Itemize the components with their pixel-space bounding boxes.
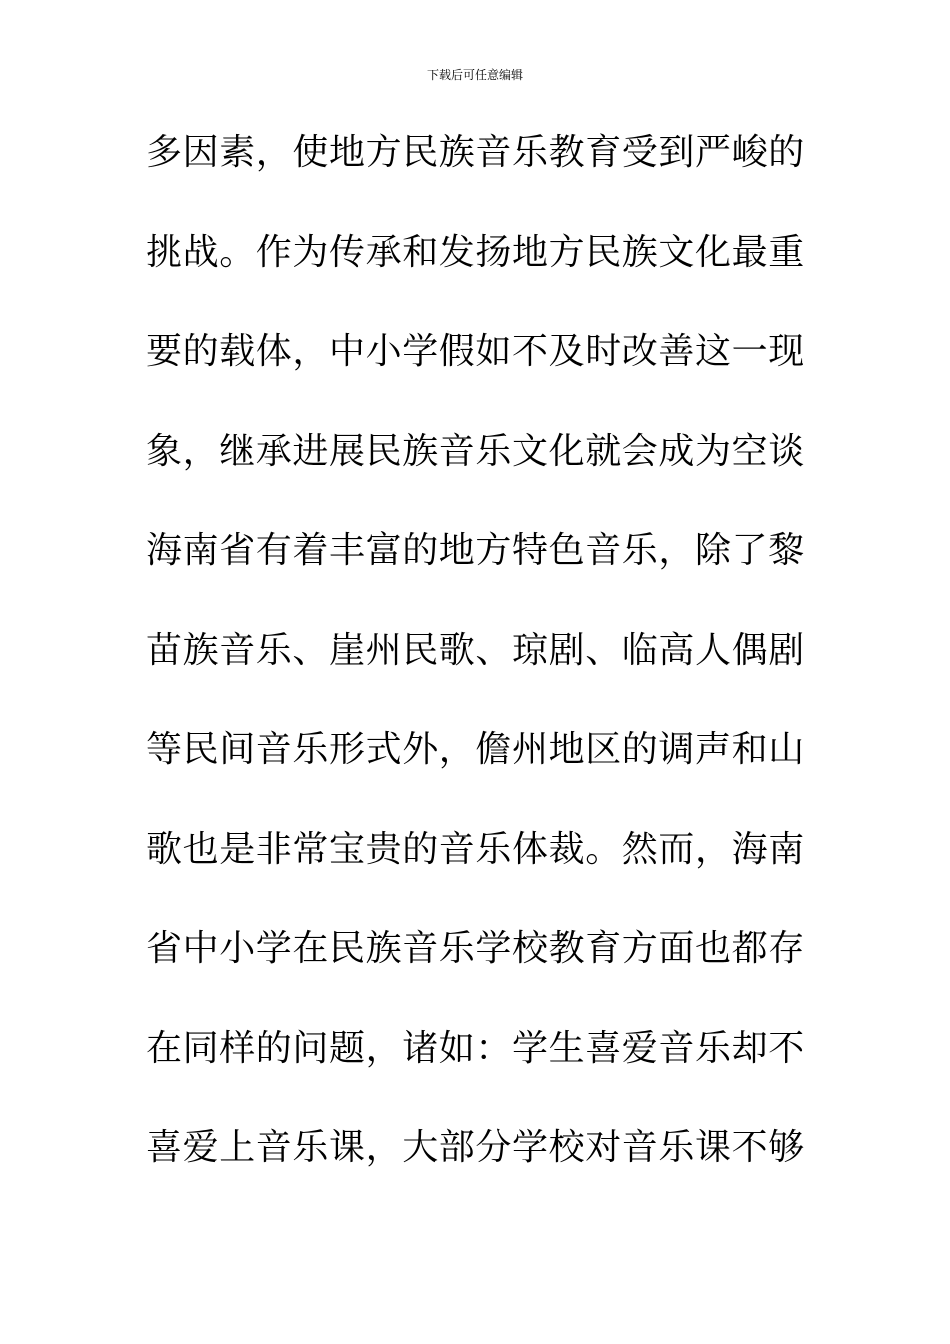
text-line: 省中小学在民族音乐学校教育方面也都存	[146, 928, 805, 969]
text-line: 挑战。作为传承和发扬地方民族文化最重	[146, 231, 805, 273]
text-line: 等民间音乐形式外，儋州地区的调声和山	[146, 729, 805, 770]
text-line: 在同样的问题，诸如：学生喜爱音乐却不	[146, 1027, 805, 1069]
page-header: 下载后可任意编辑	[426, 68, 523, 82]
text-line: 苗族音乐、崖州民歌、琼剧、临高人偶剧	[146, 629, 805, 671]
text-line: 多因素，使地方民族音乐教育受到严峻的	[146, 132, 805, 173]
text-line: 喜爱上音乐课，大部分学校对音乐课不够	[146, 1127, 805, 1168]
text-line: 海南省有着丰富的地方特色音乐，除了黎	[146, 530, 805, 571]
document-body	[146, 120, 806, 1215]
text-line: 象，继承进展民族音乐文化就会成为空谈	[146, 430, 805, 472]
text-line: 歌也是非常宝贵的音乐体裁。然而，海南	[146, 828, 805, 870]
text-line: 要的载体，中小学假如不及时改善这一现	[146, 331, 805, 372]
